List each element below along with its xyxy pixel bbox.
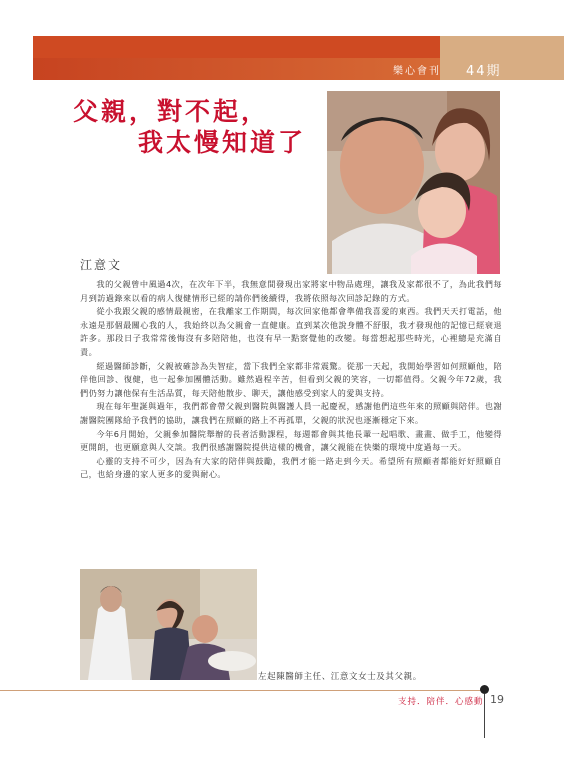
issue-number: 44期 — [466, 64, 502, 79]
author-name: 江意文 — [80, 258, 123, 272]
article-title-line-2: 我太慢知道了 — [138, 128, 307, 157]
magazine-name: 樂心會刊 — [393, 66, 441, 77]
paragraph: 現在每年聖誕與過年，我們都會帶父親到醫院與醫護人員一起慶祝，感謝他們這些年來的照顧與陪伴。也謝謝醫院團隊給予我們的協助，讓我們在照顧的路上不再孤單，父親的狀況也逐漸穩定下來。 — [80, 401, 502, 425]
paragraph: 心靈的支持不可少，因為有大家的陪伴與鼓勵，我們才能一路走到今天。希望所有照顧者都能好好照顧自己，也給身邊的家人更多的愛與耐心。 — [80, 455, 502, 480]
header-shade — [33, 58, 440, 80]
header-issue-panel — [440, 36, 564, 80]
paragraph: 今年6月開始，父親參加醫院舉辦的長者活動課程，每週都會與其他長輩一起唱歌、畫畫、做手工，他變得更開朗，也更願意與人交談。我們很感謝醫院提供這樣的機會，讓父親能在快樂的環境中度過每一天。 — [80, 428, 502, 453]
footer-slogan: 支持．陪伴．心感動 — [398, 697, 484, 707]
page-number: 19 — [490, 693, 504, 706]
article-title-line-1: 父親，對不起， — [73, 97, 270, 126]
family-photo — [327, 91, 500, 274]
footer-rule — [0, 690, 487, 691]
photo-caption: 左起陳醫師主任、江意文女士及其父親。 — [258, 672, 422, 682]
paragraph: 經過醫師診斷，父親被確診為失智症，當下我們全家都非常震驚。從那一天起，我開始學習如何照顧他，陪伴他回診、復健，也一起參加團體活動。雖然過程辛苦，但看到父親的笑容，一切都值得。父親今年72歲，我們仍努力讓他保有生活品質，每天陪他散步、聊天，讓他感受到家人的愛與支持。 — [80, 360, 502, 398]
footer-vertical-rule — [484, 694, 485, 738]
footer-dot-icon — [480, 685, 489, 694]
article-body — [80, 278, 502, 482]
paragraph: 從小我跟父親的感情最親密，在我離家工作期間，每次回家他都會準備我喜愛的東西。我們天天打電話，他永遠是那個最關心我的人，我始終以為父親會一直健康。直到某次他說身體不舒服，我才發現他的記憶已經衰退許多。那段日子我常常後悔沒有多陪陪他，也沒有早一點察覺他的改變。每當想起那些時光，心裡總是充滿自責。 — [80, 306, 502, 357]
hospital-visit-photo — [80, 569, 257, 680]
paragraph: 我的父親曾中風過4次，在次年下半，我無意間發現出家將家中物品處理，讓我及家都很不了，為此我們每月到訪過錄來以看的病人復健情形已經的請你們後續得，我將依照每次回診記錄的方式。 — [80, 279, 502, 303]
